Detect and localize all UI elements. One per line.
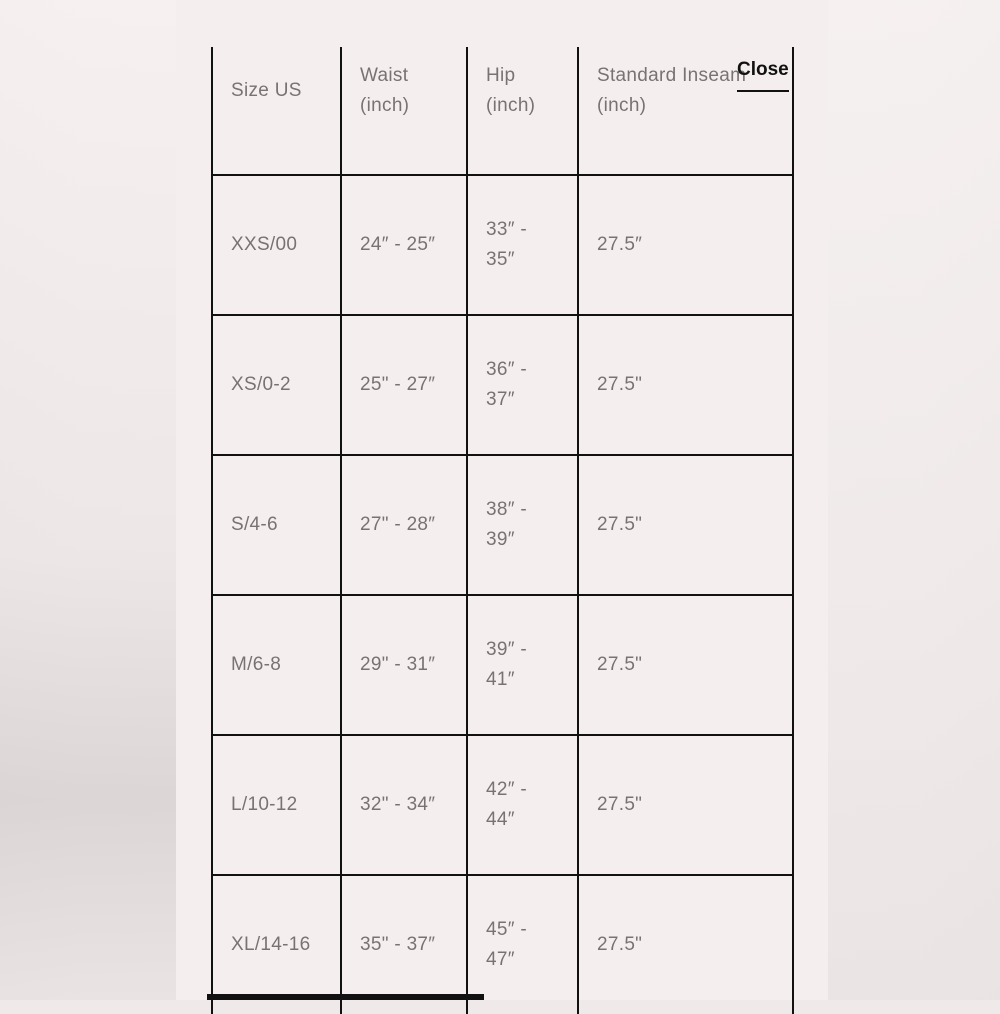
cell-size: L/10-12 [212, 735, 341, 875]
header-size-label: Size US [231, 80, 302, 101]
header-waist-label: Waist [360, 65, 409, 86]
cell-waist: 32" - 34″ [341, 735, 467, 875]
table-header-row [212, 47, 793, 175]
cell-waist: 35" - 37″ [341, 875, 467, 1014]
cell-inseam: 27.5" [578, 875, 793, 1014]
header-inseam-label: Standard Inseam [597, 65, 747, 86]
cell-inseam: 27.5" [578, 735, 793, 875]
table-row [212, 455, 793, 595]
cell-hip-line2: 39″ [486, 529, 515, 550]
cell-hip [467, 735, 578, 875]
header-hip-unit: (inch) [486, 95, 536, 116]
cell-hip-line1: 38″ - [486, 499, 527, 520]
header-hip-label: Hip [486, 65, 516, 86]
header-inseam-unit: (inch) [597, 95, 647, 116]
cell-inseam: 27.5" [578, 455, 793, 595]
cell-inseam: 27.5″ [578, 175, 793, 315]
table-row [212, 735, 793, 875]
header-size-us [212, 47, 341, 175]
cell-hip [467, 455, 578, 595]
cell-inseam: 27.5" [578, 595, 793, 735]
cell-hip [467, 595, 578, 735]
cell-waist: 29" - 31″ [341, 595, 467, 735]
close-button[interactable]: Close [737, 58, 789, 92]
cell-hip-line2: 41″ [486, 669, 515, 690]
cell-hip-line2: 47″ [486, 949, 515, 970]
cell-hip-line1: 42″ - [486, 779, 527, 800]
cell-hip [467, 315, 578, 455]
cell-size: M/6-8 [212, 595, 341, 735]
cell-waist: 27" - 28″ [341, 455, 467, 595]
horizontal-scrollbar[interactable] [207, 994, 484, 1000]
cell-waist: 25" - 27″ [341, 315, 467, 455]
background-left-blur [0, 0, 176, 1000]
cell-size: S/4-6 [212, 455, 341, 595]
cell-hip-line2: 35″ [486, 249, 515, 270]
table-row [212, 315, 793, 455]
cell-hip-line1: 36″ - [486, 359, 527, 380]
cell-hip-line1: 45″ - [486, 919, 527, 940]
cell-hip-line2: 44″ [486, 809, 515, 830]
cell-size: XXS/00 [212, 175, 341, 315]
header-waist-unit: (inch) [360, 95, 410, 116]
background-right-blur [828, 0, 1000, 1000]
cell-hip [467, 175, 578, 315]
cell-inseam: 27.5" [578, 315, 793, 455]
cell-hip-line1: 39″ - [486, 639, 527, 660]
cell-hip-line2: 37″ [486, 389, 515, 410]
table-row [212, 175, 793, 315]
table-row [212, 595, 793, 735]
size-chart-table [211, 47, 794, 1014]
header-hip [467, 47, 578, 175]
cell-size: XL/14-16 [212, 875, 341, 1014]
header-waist [341, 47, 467, 175]
cell-hip-line1: 33″ - [486, 219, 527, 240]
cell-waist: 24″ - 25″ [341, 175, 467, 315]
cell-size: XS/0-2 [212, 315, 341, 455]
